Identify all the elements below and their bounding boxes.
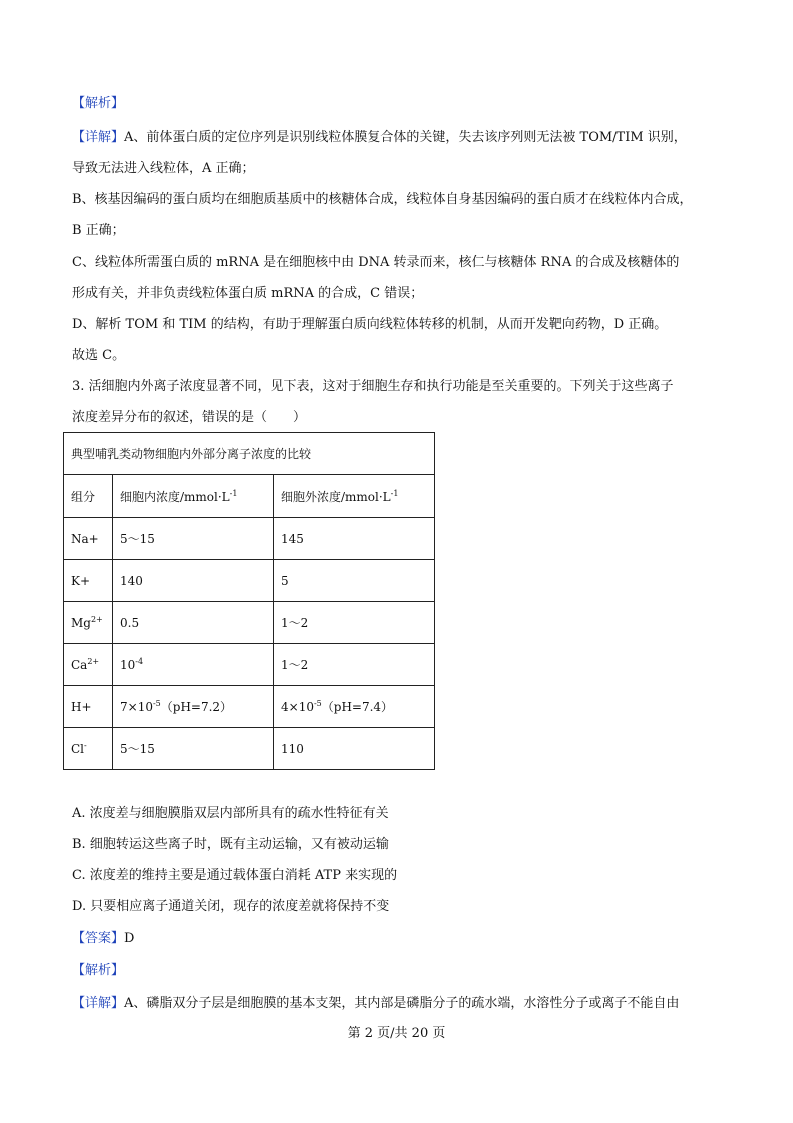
header-group: 组分 [64,475,113,518]
detail-line-1: 【详解】A、前体蛋白质的定位序列是识别线粒体膜复合体的关键，失去该序列则无法被 TOM/TIM 识别， [72,130,687,145]
ion-cell: K+ [64,560,113,602]
ion-cell: H+ [64,686,113,728]
inside-cell: 0.5 [113,602,274,644]
table-header-row [64,475,435,518]
table-caption-row [64,433,435,475]
ion-concentration-table [63,432,435,770]
question-stem-line-2: 浓度差异分布的叙述，错误的是（ ） [72,410,307,425]
header-inside: 细胞内浓度$/mmol\cdot L^{-1}$ [113,475,274,518]
detail-line-3: B、核基因编码的蛋白质均在细胞质基质中的核糖体合成，线粒体自身基因编码的蛋白质才在线粒体内合成， [72,192,693,207]
inside-cell: 5～15 [113,728,274,770]
detail-line-5: C、线粒体所需蛋白质的 mRNA 是在细胞核中由 DNA 转录而来，核仁与核糖体 RNA 的合成及核糖体的 [72,255,680,270]
option-c: C. 浓度差的维持主要是通过载体蛋白消耗 ATP 来实现的 [72,868,398,883]
outside-cell: 1～2 [274,644,435,686]
ion-cell: Cl- [64,728,113,770]
question-stem-line-1: 3. 活细胞内外离子浓度显著不同，见下表，这对于细胞生存和执行功能是至关重要的。下列关于这些离子 [72,379,674,394]
option-d: D. 只要相应离子通道关闭，现存的浓度差就将保持不变 [72,899,390,914]
ion-cell: $Ca^{2+}$ [64,644,113,686]
table-row [64,518,435,560]
table-row [64,560,435,602]
inside-cell: 5～15 [113,518,274,560]
analysis-label-2: 【解析】 [72,963,125,978]
option-b: B. 细胞转运这些离子时，既有主动运输，又有被动运输 [72,837,389,852]
detail-line-7: D、解析 TOM 和 TIM 的结构，有助于理解蛋白质向线粒体转移的机制，从而开发靶向药物，D 正确。 [72,317,668,332]
table-row [64,644,435,686]
option-a: A. 浓度差与细胞膜脂双层内部所具有的疏水性特征有关 [72,806,389,821]
inside-cell: $7\times 10^{-5}(pH=7.2)$ [113,686,274,728]
outside-cell: 5 [274,560,435,602]
outside-cell: 1～2 [274,602,435,644]
answer-line: 【答案】D [72,931,135,946]
ion-cell: $Mg^{2+}$ [64,602,113,644]
analysis-label: 【解析】 [72,96,125,111]
table-row [64,686,435,728]
inside-cell: 140 [113,560,274,602]
detail-line-2: 导致无法进入线粒体，A 正确； [72,161,255,176]
header-outside: 细胞外浓度$/mmol\cdot L^{-1}$ [274,475,435,518]
table-row [64,728,435,770]
table-row [64,602,435,644]
detail2-line-1: 【详解】A、磷脂双分子层是细胞膜的基本支架，其内部是磷脂分子的疏水端，水溶性分子或离子不能自由 [72,996,680,1011]
table-caption: 典型哺乳类动物细胞内外部分离子浓度的比较 [64,433,435,475]
detail-conclusion: 故选 C。 [72,348,126,363]
page-footer: 第 2 页/共 20 页 [347,1026,446,1041]
outside-cell: $4\times 10^{-5}(pH=7.4)$ [274,686,435,728]
outside-cell: 110 [274,728,435,770]
detail-line-4: B 正确； [72,223,125,238]
inside-cell: $10^{-4}$ [113,644,274,686]
outside-cell: 145 [274,518,435,560]
detail-line-6: 形成有关，并非负责线粒体蛋白质 mRNA 的合成，C 错误； [72,286,424,301]
ion-cell: Na+ [64,518,113,560]
